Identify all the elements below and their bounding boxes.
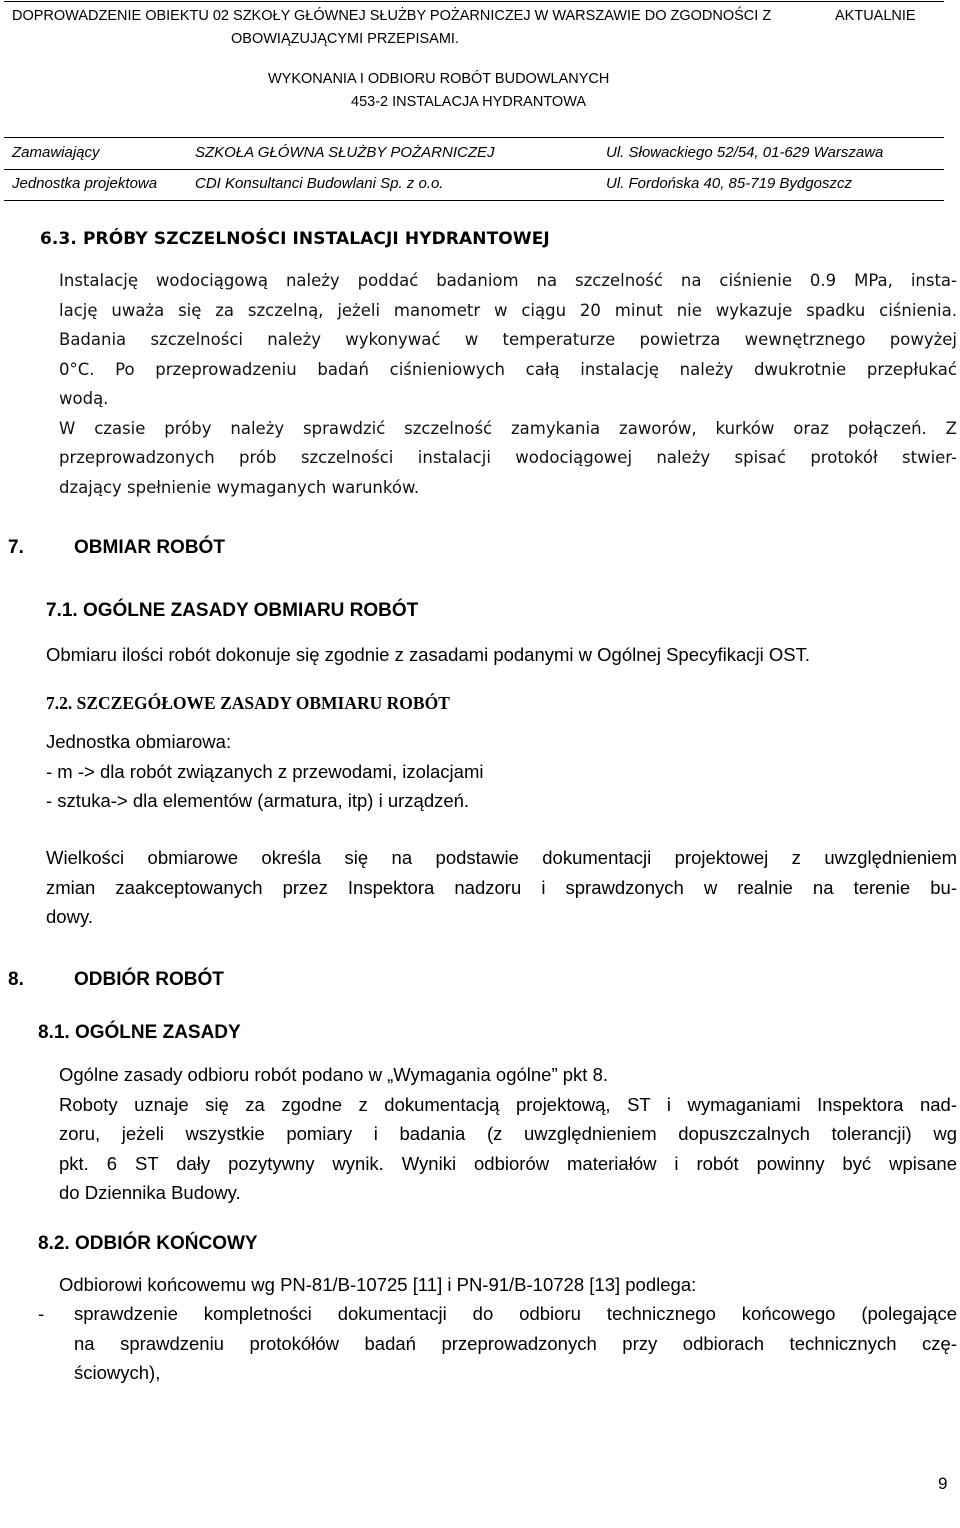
section-8-number: 8.: [8, 969, 24, 990]
body-line: przeprowadzonych prób szczelności instalacji wodociągowej należy spisać protokół stwier-: [59, 448, 957, 467]
document-title-line-2: OBOWIĄZUJĄCYMI PRZEPISAMI.: [231, 31, 459, 47]
unit-line: - m -> dla robót związanych z przewodami, izolacjami: [46, 760, 484, 782]
header-divider-1: [4, 137, 944, 138]
section-8-heading: ODBIÓR ROBÓT: [74, 969, 224, 990]
body-line: W czasie próby należy sprawdzić szczelność zamykania zaworów, kurków oraz połączeń. Z: [59, 418, 957, 438]
bullet-line: na sprawdzeniu protokółów badań przeprowadzonych przy odbiorach technicznych czę-: [74, 1332, 957, 1354]
body-line: do Dziennika Budowy.: [59, 1182, 241, 1203]
section-7-1-heading: 7.1. OGÓLNE ZASADY OBMIARU ROBÓT: [46, 600, 419, 621]
section-8-1-body: [59, 1060, 957, 1208]
bullet-line: sprawdzenie kompletności dokumentacji do odbioru technicznego końcowego (polegające: [74, 1303, 957, 1324]
body-line: dzający spełnienie wymaganych warunków.: [59, 477, 420, 497]
unit-line: Jednostka obmiarowa:: [46, 731, 232, 752]
section-7-heading: OBMIAR ROBÓT: [74, 537, 225, 558]
section-6-3-body: [59, 266, 957, 502]
document-title-line-1: DOPROWADZENIE OBIEKTU 02 SZKOŁY GŁÓWNEJ SŁUŻBY POŻARNICZEJ W WARSZAWIE DO ZGODNOŚCI Z: [12, 8, 772, 24]
unit-line: - sztuka-> dla elementów (armatura, itp) i urządzeń.: [46, 790, 470, 811]
section-8-1-heading: 8.1. OGÓLNE ZASADY: [38, 1022, 241, 1043]
page-number: 9: [938, 1474, 948, 1493]
spec-subtitle-line-2: 453-2 INSTALACJA HYDRANTOWA: [351, 94, 587, 110]
header-divider-3: [4, 200, 944, 201]
body-line: Roboty uznaje się za zgodne z dokumentacją projektową, ST i wymaganiami Inspektora nad-: [59, 1093, 957, 1115]
body-line: pkt. 6 ST dały pozytywny wynik. Wyniki odbiorów materiałów i robót powinny być wpisane: [59, 1152, 957, 1174]
section-8-2-bullet: [74, 1299, 957, 1388]
body-line: Wielkości obmiarowe określa się na podstawie dokumentacji projektowej z uwzględnieniem: [46, 847, 957, 868]
section-8-2-intro: Odbiorowi końcowemu wg PN-81/B-10725 [11] i PN-91/B-10728 [13] podlega:: [59, 1274, 697, 1295]
body-line: Badania szczelności należy wykonywać w temperaturze powietrza wewnętrznego powyżej: [59, 330, 957, 349]
section-8-2-heading: 8.2. ODBIÓR KOŃCOWY: [38, 1233, 258, 1254]
body-line: lację uważa się za szczelną, jeżeli manometr w ciągu 20 minut nie wykazuje spadku ciśnienia.: [59, 300, 957, 320]
status-label: AKTUALNIE: [835, 8, 916, 24]
design-unit-label: Jednostka projektowa: [12, 175, 158, 192]
client-name: SZKOŁA GŁÓWNA SŁUŻBY POŻARNICZEJ: [195, 144, 495, 161]
measurement-units: [46, 727, 483, 816]
section-7-number: 7.: [8, 537, 24, 558]
section-6-3-heading: 6.3. PRÓBY SZCZELNOŚCI INSTALACJI HYDRANTOWEJ: [40, 229, 550, 249]
spec-subtitle-line-1: WYKONANIA I ODBIORU ROBÓT BUDOWLANYCH: [268, 71, 610, 87]
body-line: dowy.: [46, 906, 93, 927]
client-address: Ul. Słowackiego 52/54, 01-629 Warszawa: [606, 144, 884, 161]
design-unit-address: Ul. Fordońska 40, 85-719 Bydgoszcz: [606, 175, 852, 192]
header-divider-top: [4, 1, 944, 2]
header-divider-2: [4, 169, 944, 170]
bullet-dash: -: [38, 1303, 45, 1324]
body-line: 0°C. Po przeprowadzeniu badań ciśnieniowych całą instalację należy dwukrotnie przepłukać: [59, 359, 957, 379]
bullet-line: ściowych),: [74, 1362, 161, 1383]
body-line: Ogólne zasady odbioru robót podano w „Wymagania ogólne” pkt 8.: [59, 1064, 609, 1085]
body-line: zoru, jeżeli wszystkie pomiary i badania (z uwzględnieniem dopuszczalnych tolerancji) wg: [59, 1123, 957, 1144]
design-unit-name: CDI Konsultanci Budowlani Sp. z o.o.: [195, 175, 444, 192]
body-line: Instalację wodociągową należy poddać badaniom na szczelność na ciśnienie 0.9 MPa, insta-: [59, 271, 957, 290]
body-line: wodą.: [59, 389, 109, 408]
section-7-1-text: Obmiaru ilości robót dokonuje się zgodnie z zasadami podanymi w Ogólnej Specyfikacji OST.: [46, 644, 811, 665]
section-7-2-paragraph: [46, 843, 957, 932]
body-line: zmian zaakceptowanych przez Inspektora nadzoru i sprawdzonych w realnie na terenie bu-: [46, 876, 957, 898]
section-7-2-heading: 7.2. SZCZEGÓŁOWE ZASADY OBMIARU ROBÓT: [46, 693, 450, 713]
client-label: Zamawiający: [12, 144, 100, 161]
